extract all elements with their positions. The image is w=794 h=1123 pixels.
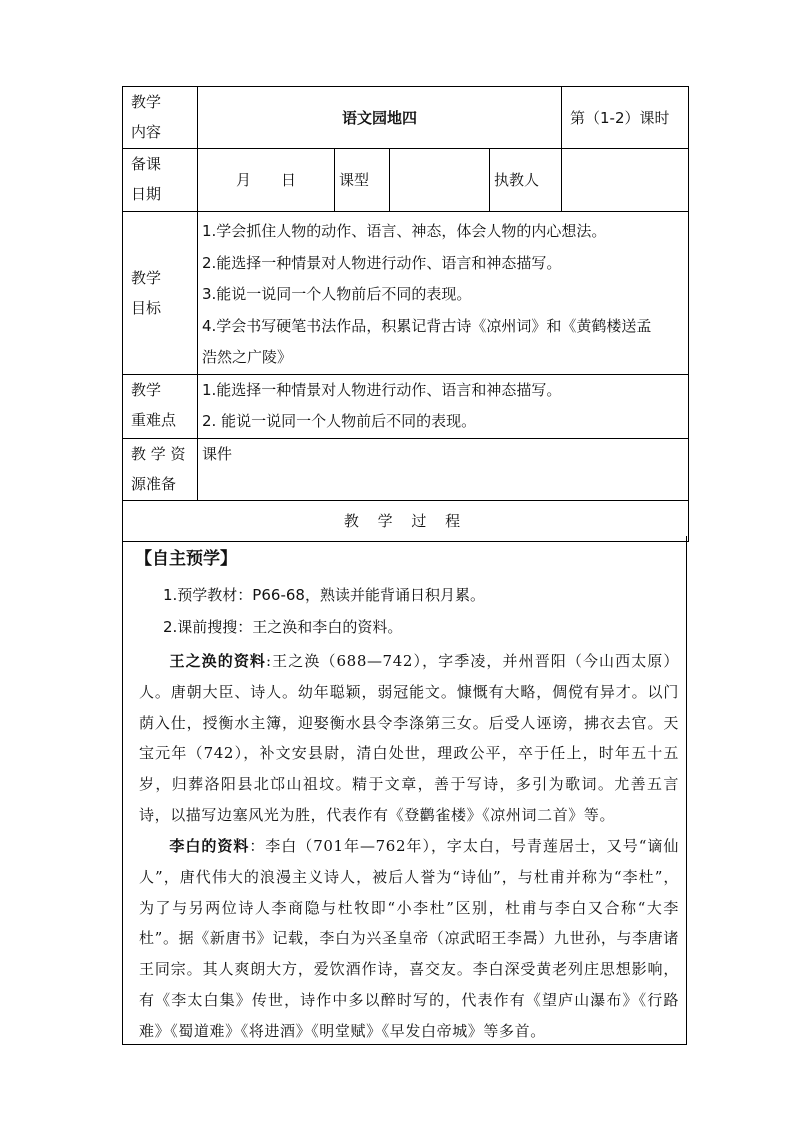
key-points-list [198, 374, 689, 438]
self-study-section [122, 536, 687, 1045]
objective-item: 1.学会抓住人物的动作、语言、神态，体会人物的内心想法。 [202, 222, 607, 240]
prep-date-label: 备课 日期 [123, 149, 198, 212]
lesson-plan-table [122, 86, 689, 542]
resources-value: 课件 [198, 438, 689, 500]
objective-item: 4.学会书写硬笔书法作品，积累记背古诗《凉州词》和《黄鹤楼送孟 [202, 316, 652, 335]
section-heading: 【自主预学】 [135, 549, 237, 569]
objectives-label: 教学 目标 [123, 212, 198, 375]
objective-item: 浩然之广陵》 [202, 348, 293, 366]
lesson-type-label: 课型 [335, 149, 390, 212]
objective-item: 2.能选择一种情景对人物进行动作、语言和神态描写。 [202, 253, 562, 272]
preview-item-1: 1.预学教材：P66-68，熟读并能背诵日积月累。 [163, 586, 485, 604]
row-key-points [123, 374, 689, 438]
process-title: 教 学 过 程 [123, 500, 689, 541]
li-bai-paragraph [139, 831, 679, 1047]
prep-date-value: 月 日 [198, 149, 335, 212]
teaching-content-label: 教学 内容 [123, 87, 198, 149]
row-process-title [123, 500, 689, 541]
objective-item: 3.能说一说同一个人物前后不同的表现。 [202, 285, 472, 303]
wang-zhihuan-label: 王之涣的资料 [169, 652, 267, 670]
teacher-label: 执教人 [490, 149, 562, 212]
row-objectives [123, 212, 689, 375]
row-resources [123, 438, 689, 500]
row-prep-date [123, 149, 689, 212]
wang-zhihuan-paragraph [139, 646, 679, 831]
preview-item-2: 2.课前搜搜：王之涣和李白的资料。 [163, 618, 403, 636]
row-teaching-content [123, 87, 689, 149]
resources-label: 教 学 资 源准备 [123, 438, 198, 500]
key-point-item: 1.能选择一种情景对人物进行动作、语言和神态描写。 [202, 380, 562, 399]
wang-zhihuan-text: :王之涣（688—742），字季凌，并州晋阳（今山西太原）人。唐朝大臣、诗人。幼年聪颖，弱冠能文。慷慨有大略，倜傥有异才。以门荫入仕，授衡水主簿，迎娶衡水县令李涤第三女。后受人诬谤，拂衣去官。天宝元年（742），补文安县尉，清白处世，理政公平，卒于任上，时年五十五岁，归葬洛阳县北邙山祖坟。精于文章，善于写诗，多引为歌词。尤善五言诗，以描写边塞风光为胜，代表作有《登鹳雀楼》《凉州词二首》等。 [139, 652, 679, 824]
lesson-type-value [390, 149, 490, 212]
key-point-item: 2. 能说一说同一个人物前后不同的表现。 [202, 412, 477, 430]
teacher-value [562, 149, 689, 212]
lesson-topic: 语文园地四 [198, 87, 562, 149]
li-bai-text: ：李白（701年—762年），字太白，号青莲居士，又号“谪仙人”，唐代伟大的浪漫主义诗人，被后人誉为“诗仙”，与杜甫并称为“李杜”，为了与另两位诗人李商隐与杜牧即“小李杜”区别，杜甫与李白又合称“大李杜”。据《新唐书》记载，李白为兴圣皇帝（凉武昭王李暠）九世孙，与李唐诸王同宗。其人爽朗大方，爱饮酒作诗，喜交友。李白深受黄老列庄思想影响，有《李太白集》传世，诗作中多以醉时写的，代表作有《望庐山瀑布》《行路难》《蜀道难》《将进酒》《明堂赋》《早发白帝城》等多首。 [139, 837, 679, 1040]
objectives-list [198, 212, 689, 375]
li-bai-label: 李白的资料 [169, 837, 250, 855]
key-points-label: 教学 重难点 [123, 374, 198, 438]
lesson-period: 第（1-2）课时 [562, 87, 689, 149]
